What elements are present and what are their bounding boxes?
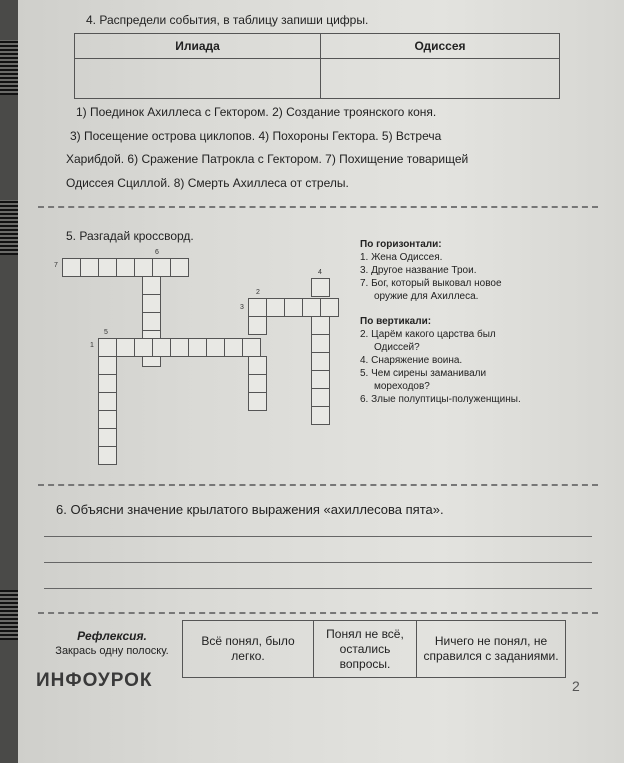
crossword-cell[interactable] [98, 428, 117, 447]
task6-heading: 6. Объясни значение крылатого выражения «ахиллесова пята». [56, 502, 444, 517]
across-clue-7-cont: оружие для Ахиллеса. [374, 291, 479, 302]
down-title: По вертикали: [360, 316, 432, 327]
crossword-cell[interactable] [311, 388, 330, 407]
down-clue-2: 2. Царём какого царства был [360, 329, 496, 340]
crossword-cell[interactable] [62, 258, 81, 277]
clue-number-1: 1 [90, 342, 94, 349]
crossword-cell[interactable] [311, 370, 330, 389]
reflection-option-easy[interactable]: Всё понял, было легко. [183, 621, 314, 678]
crossword-cell[interactable] [248, 298, 267, 317]
crossword-cell[interactable] [142, 276, 161, 295]
crossword-cell[interactable] [311, 278, 330, 297]
events-line-1: 1) Поединок Ахиллеса с Гектором. 2) Создание троянского коня. [76, 105, 437, 119]
crossword-cell[interactable] [152, 258, 171, 277]
answer-line-2[interactable] [44, 562, 592, 563]
clues-panel [360, 238, 521, 406]
divider-2 [38, 484, 598, 486]
events-table [74, 33, 560, 99]
crossword-cell[interactable] [142, 312, 161, 331]
reflection-label [42, 628, 182, 659]
crossword-cell[interactable] [142, 294, 161, 313]
crossword-cell[interactable] [248, 356, 267, 375]
reflection-table [182, 620, 566, 678]
reflection-option-failed[interactable]: Ничего не понял, не справился с заданиями. [417, 621, 566, 678]
task5-heading: 5. Разгадай кроссворд. [66, 229, 194, 243]
crossword-cell[interactable] [116, 258, 135, 277]
clue-number-4: 4 [318, 269, 322, 276]
down-clue-4: 4. Снаряжение воина. [360, 355, 463, 366]
answer-line-1[interactable] [44, 536, 592, 537]
divider-3 [38, 612, 598, 614]
crossword-cell[interactable] [98, 338, 117, 357]
crossword-cell[interactable] [98, 374, 117, 393]
crossword-cell[interactable] [170, 258, 189, 277]
reflection-option-questions[interactable]: Понял не всё, остались вопросы. [314, 621, 417, 678]
crossword-cell[interactable] [134, 338, 153, 357]
crossword-cell[interactable] [248, 316, 267, 335]
crossword-cell[interactable] [80, 258, 99, 277]
crossword-cell[interactable] [266, 298, 285, 317]
events-line-2: 3) Посещение острова циклопов. 4) Похороны Гектора. 5) Встреча [70, 129, 442, 143]
crossword-cell[interactable] [224, 338, 243, 357]
across-clue-1: 1. Жена Одиссея. [360, 252, 443, 263]
crossword-cell[interactable] [242, 338, 261, 357]
crossword-cell[interactable] [320, 298, 339, 317]
crossword-cell[interactable] [98, 392, 117, 411]
across-clue-3: 3. Другое название Трои. [360, 265, 477, 276]
crossword-cell[interactable] [98, 446, 117, 465]
crossword-cell[interactable] [311, 334, 330, 353]
clue-number-6: 6 [155, 249, 159, 256]
crossword-cell[interactable] [302, 298, 321, 317]
across-title: По горизонтали: [360, 239, 442, 250]
infourok-logo: ИНФОУРОК [36, 670, 153, 691]
crossword-cell[interactable] [98, 258, 117, 277]
across-clue-7: 7. Бог, который выковал новое [360, 278, 502, 289]
crossword-cell[interactable] [248, 392, 267, 411]
crossword-cell[interactable] [284, 298, 303, 317]
iliad-answer-cell[interactable] [75, 59, 321, 99]
crossword-cell[interactable] [311, 352, 330, 371]
clue-number-3: 3 [240, 304, 244, 311]
crossword-cell[interactable] [311, 316, 330, 335]
reflection-subtitle: Закрась одну полоску. [55, 645, 169, 657]
crossword-cell[interactable] [152, 338, 171, 357]
task4-heading: 4. Распредели события, в таблицу запиши цифры. [86, 13, 369, 27]
clue-number-7: 7 [54, 262, 58, 269]
down-clue-6: 6. Злые полуптицы-полуженщины. [360, 394, 521, 405]
crossword-cell[interactable] [170, 338, 189, 357]
events-line-4: Одиссея Сциллой. 8) Смерть Ахиллеса от стрелы. [66, 176, 349, 190]
worksheet-page [18, 0, 624, 763]
down-clue-5: 5. Чем сирены заманивали [360, 368, 487, 379]
crossword-cell[interactable] [116, 338, 135, 357]
crossword-cell[interactable] [206, 338, 225, 357]
crossword-cell[interactable] [311, 406, 330, 425]
answer-line-3[interactable] [44, 588, 592, 589]
iliad-header: Илиада [75, 34, 321, 59]
down-clue-2-cont: Одиссей? [374, 342, 420, 353]
crossword-cell[interactable] [98, 356, 117, 375]
events-line-3: Харибдой. 6) Сражение Патрокла с Гектором. 7) Похищение товарищей [66, 152, 469, 166]
clue-number-5: 5 [104, 329, 108, 336]
reflection-title: Рефлексия. [77, 629, 147, 643]
odyssey-answer-cell[interactable] [321, 59, 560, 99]
crossword-cell[interactable] [188, 338, 207, 357]
clue-number-2: 2 [256, 289, 260, 296]
down-clue-5-cont: мореходов? [374, 381, 430, 392]
odyssey-header: Одиссея [321, 34, 560, 59]
page-number: 2 [572, 678, 580, 694]
divider-1 [38, 206, 598, 208]
crossword-cell[interactable] [248, 374, 267, 393]
crossword-cell[interactable] [98, 410, 117, 429]
crossword-cell[interactable] [134, 258, 153, 277]
